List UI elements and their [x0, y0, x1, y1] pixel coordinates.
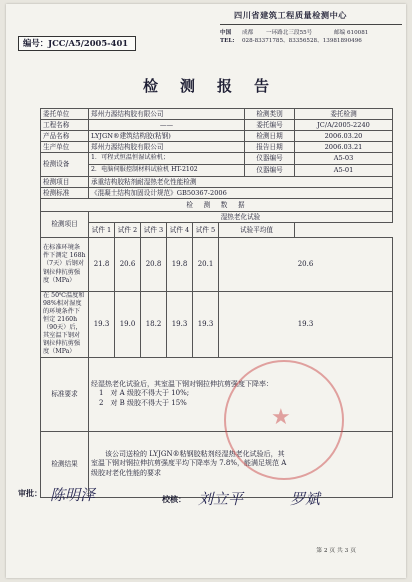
test-signature: 罗斌 — [290, 490, 321, 508]
result-line-3: 级胶对老化性能的要求 — [91, 468, 161, 477]
product-label: 产品名称 — [41, 131, 89, 142]
result-line-1: 该公司送检的 LYJGN®粘钢胶粘剂经湿热老化试验后，其 — [105, 450, 285, 459]
test-item-label: 检测项目 — [41, 177, 89, 188]
report-page — [6, 4, 406, 578]
specimen-header-3: 试件 3 — [141, 223, 167, 238]
group-header: 湿热老化试验 — [89, 212, 393, 223]
row-1-specimen-3: 20.8 — [141, 238, 167, 292]
specimen-header-1: 试件 1 — [89, 223, 115, 238]
item-header: 检测项目 — [41, 212, 89, 238]
signature-area — [14, 488, 394, 538]
row-1-specimen-4: 19.8 — [167, 238, 193, 292]
requirement-line-1: 经湿热老化试验后，其室温下钢对钢拉伸抗剪强度下降率： — [91, 380, 273, 389]
data-section-title: 检 测 数 据 — [41, 199, 393, 212]
specimen-header-5: 试件 5 — [193, 223, 219, 238]
requirement-line-3: 2 对 B 级胶不得大于 15% — [99, 398, 187, 407]
project-value: —— — [89, 120, 245, 131]
instrument-2-label: 仪器编号 — [245, 165, 295, 177]
product-value: LYJGN®建筑结构胶(粘钢) — [89, 131, 245, 142]
review-label: 校核： — [162, 494, 186, 504]
row-2-specimen-2: 19.0 — [115, 292, 141, 358]
result-label: 检测结果 — [41, 431, 89, 497]
row-1-specimen-2: 20.6 — [115, 238, 141, 292]
specimen-header-4: 试件 4 — [167, 223, 193, 238]
address-country: 中国 — [220, 29, 232, 36]
equipment-line-2: 2．电脑伺服控制材料试验机 HT-2102 — [89, 165, 245, 177]
approve-label: 审批： — [18, 488, 42, 498]
review-signature: 刘立平 — [198, 490, 244, 508]
equipment-label: 检测设备 — [41, 153, 89, 177]
data-row — [41, 238, 393, 292]
testing-center-info — [220, 8, 402, 66]
row-1-average: 20.6 — [219, 238, 393, 292]
project-label: 工程名称 — [41, 120, 89, 131]
standard-value: 《混凝土结构加固设计规范》GB50367-2006 — [89, 188, 393, 199]
row-2-specimen-4: 19.3 — [167, 292, 193, 358]
page-number: 第 2 页 共 3 页 — [316, 548, 356, 554]
tel-value: 028-83371785、83356528、13981890496 — [242, 38, 362, 44]
row-1-specimen-1: 21.8 — [89, 238, 115, 292]
center-name: 四川省建筑工程质量检测中心 — [220, 8, 402, 25]
row-2-specimen-1: 19.3 — [89, 292, 115, 358]
row-1-label: 在标准环境条件下测定 168h（7天）后钢对钢拉伸抗剪强度（MPa） — [41, 238, 89, 292]
report-number: 编号：JCC/A5/2005-401 — [18, 36, 136, 51]
row-1-specimen-5: 20.1 — [193, 238, 219, 292]
report-date-label: 报告日期 — [245, 142, 295, 153]
report-date-value: 2006.03.21 — [295, 142, 393, 153]
instrument-2-value: A5-01 — [295, 165, 393, 177]
instrument-1-value: A5-03 — [295, 153, 393, 165]
standard-label: 检测标准 — [41, 188, 89, 199]
test-item-value: 承重结构胶粘剂耐湿热老化性能检测 — [89, 177, 393, 188]
approve-signature: 陈明泽 — [50, 486, 96, 504]
address-city: 成都 — [242, 29, 254, 36]
row-2-specimen-5: 19.3 — [193, 292, 219, 358]
instrument-1-label: 仪器编号 — [245, 153, 295, 165]
test-date-value: 2006.03.20 — [295, 131, 393, 142]
row-2-specimen-3: 18.2 — [141, 292, 167, 358]
address-street: 一环路北三段55号 — [266, 29, 313, 36]
category-value: 委托检测 — [295, 109, 393, 120]
report-table — [40, 108, 393, 498]
postcode: 邮编 610081 — [334, 29, 369, 36]
data-row — [41, 292, 393, 358]
client-value: 郑州力源结构胶有限公司 — [89, 109, 245, 120]
requirement-line-2: 1 对 A 级胶不得大于 10%; — [99, 389, 190, 398]
specimen-header-2: 试件 2 — [115, 223, 141, 238]
test-date-label: 检测日期 — [245, 131, 295, 142]
result-line-2: 室温下钢对钢拉伸抗剪强度平均下降率为 7.8%，能满足规范 A — [91, 459, 287, 468]
requirement-label: 标准要求 — [41, 357, 89, 431]
manufacturer-label: 生产单位 — [41, 142, 89, 153]
tel-label: TEL: — [220, 38, 235, 44]
category-label: 检测类别 — [245, 109, 295, 120]
report-title: 检测报告 — [142, 77, 291, 95]
average-header: 试验平均值 — [219, 223, 295, 238]
seal-star-icon: ★ — [271, 405, 291, 430]
row-2-average: 19.3 — [219, 292, 393, 358]
manufacturer-value: 郑州力源结构胶有限公司 — [89, 142, 245, 153]
equipment-line-1: 1．可程式恒温恒湿试验机； — [89, 153, 245, 165]
commission-no-label: 委托编号 — [245, 120, 295, 131]
commission-no-value: JC/A/2005-2240 — [295, 120, 393, 131]
requirement-text — [89, 357, 393, 431]
row-2-label: 在 50℃温度和 98%相对湿度的环境条件下恒定 2160h（90天）后，其室温下钢对钢拉伸抗剪强度（MPa） — [41, 292, 89, 358]
client-label: 委托单位 — [41, 109, 89, 120]
